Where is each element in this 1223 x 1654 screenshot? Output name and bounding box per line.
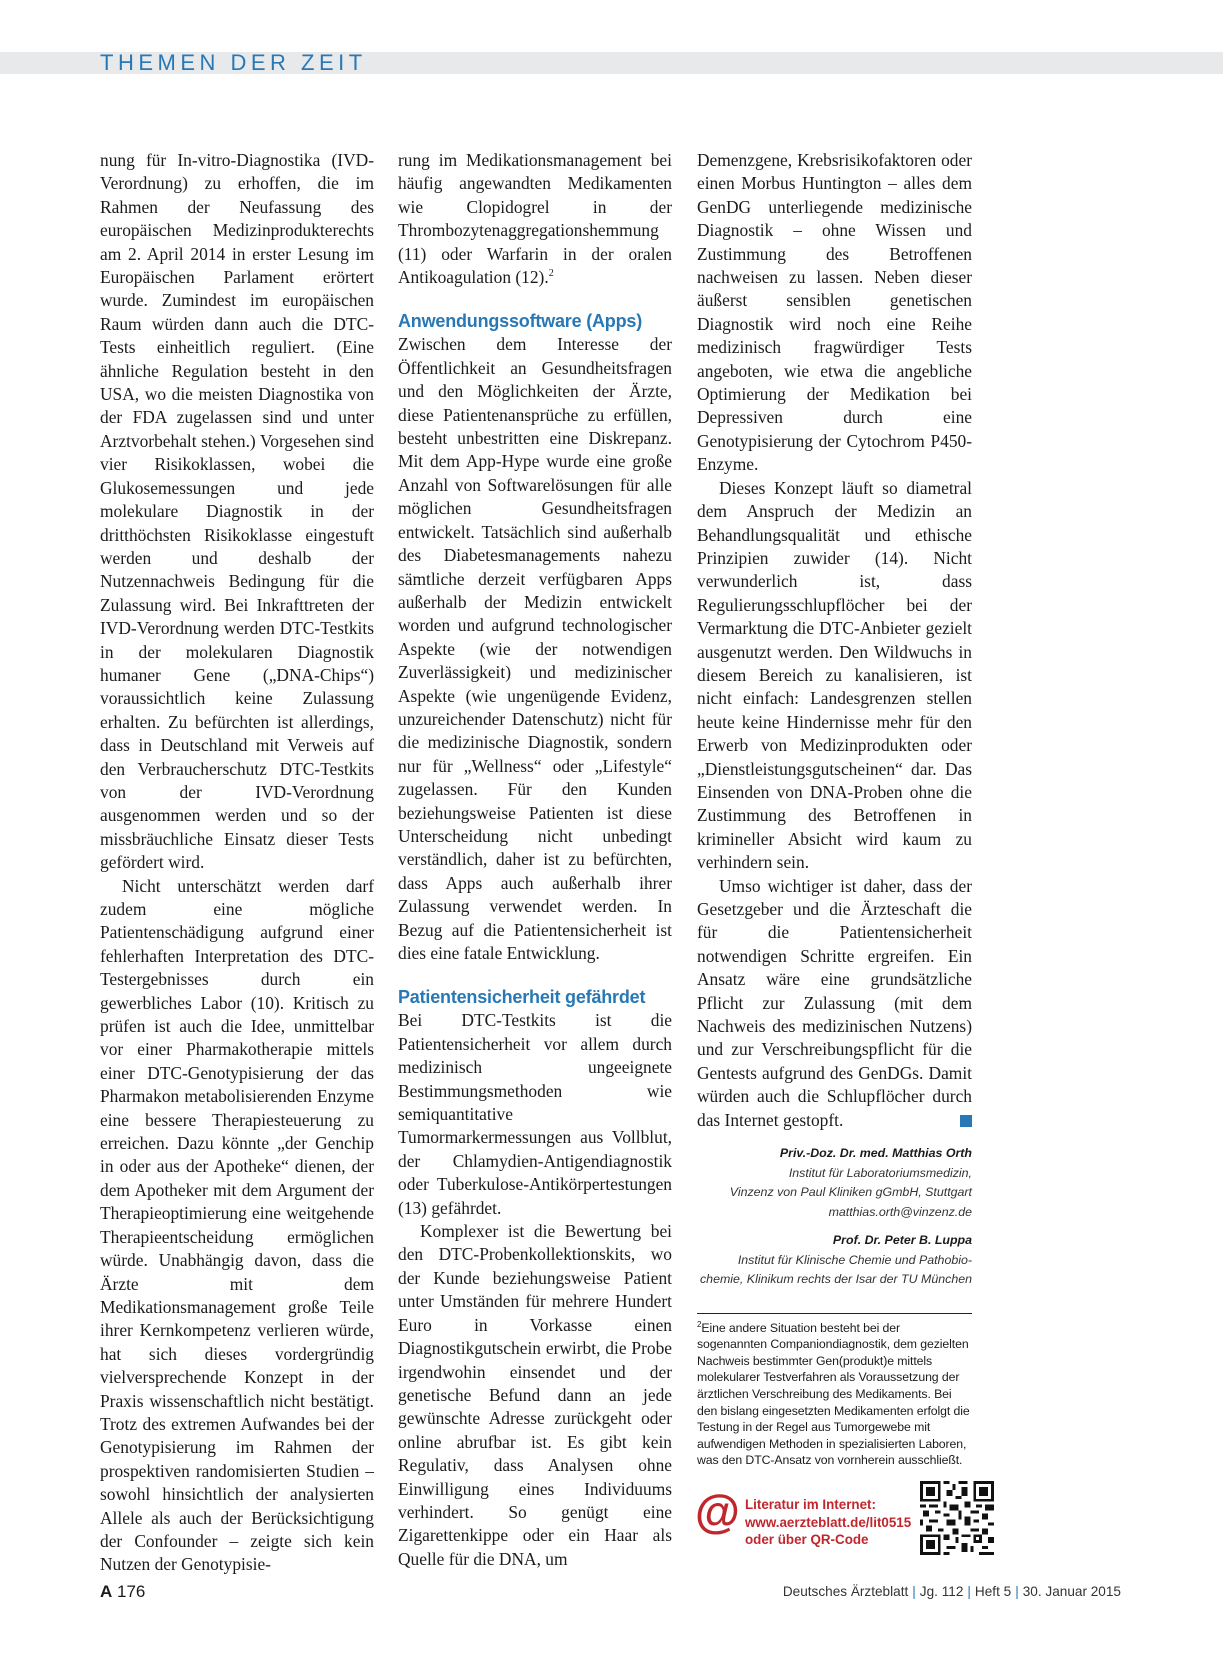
author-affiliation: Vinzenz von Paul Kliniken gGmbH, Stuttgart (729, 1185, 972, 1200)
paragraph: nung für In-vitro-Diagnostika (IVD-Verordnung) zu erhoffen, die im Rahmen der Neufassung des europäischen Medizinprodukterechts am 2. April 2014 in erster Lesung im Europäischen Parlament erörtert wurde. Zumindest im europäischen Raum würden dann auch die DTC-Tests einheitlich reguliert. (Eine ähnliche Regulation besteht in den USA, wo die meisten Diagnostika von der FDA zugelassen sind und unter Arztvorbehalt stehen.) Vorgesehen sind vier Risikoklassen, wobei die Glukosemessungen und jede molekulare Diagnostik in der dritthöchsten Risikoklasse eingestuft werden und deshalb der Nutzennachweis Bedingung für die Zulassung wird. Bei Inkrafttreten der IVD-Verordnung werden DTC-Testkits in der molekularen Diagnostik humaner Gene („DNA-Chips“) voraussichtlich keine Zulassung erhalten. Zu befürchten ist allerdings, dass in Deutschland mit Verweis auf den Verbraucherschutz DTC-Testkits von der IVD-Verordnung ausgenommen werden und so der missbräuchliche Einsatz dieser Tests gefördert wird. (100, 150, 374, 873)
paragraph: Komplexer ist die Bewertung bei den DTC-Probenkollektionskits, wo der Kunde beziehungsweise Patient unter Umständen für mehrere Hundert Euro in Vorkasse einen Diagnostikgutschein erwirbt, die Probe irgendwohin einsendet und der genetische Befund dann an jede gewünschte Adresse zurückgeht oder online abrufbar ist. Es gibt kein Regulativ, dass Analysen ohne Einwilligung eines Individuums verhindert. So genügt eine Zigarettenkippe oder ein Haar als Quelle für die DNA, um (398, 1221, 672, 1569)
section-label: THEMEN DER ZEIT (100, 50, 367, 75)
literature-text (745, 1496, 911, 1549)
footnote-reference[interactable]: 2 (548, 268, 554, 280)
journal-info: Deutsches Ärzteblatt | Jg. 112 | Heft 5 | 30. Januar 2015 (782, 1584, 1121, 1599)
paragraph: Nicht unterschätzt werden darf zudem eine mögliche Patientenschädigung aufgrund einer fehlerhaften Interpretation des DTC-Testergebnisses durch ein gewerbliches Labor (10). Kritisch zu prüfen ist auch die Idee, unmittelbar vor einer Pharmakotherapie mittels einer DTC-Genotypisierung der das Pharmakon metabolisierenden Enzyme eine bessere Therapiesteuerung zu erreichen. Dazu könnte „der Genchip in oder aus der Apotheke“ dienen, der dem Apotheker mit dem Argument der Therapieoptimierung eine weitgehende Therapieentscheidung ermöglichen würde. Unabhängig davon, dass die Ärzte mit dem Medikationsmanagement große Teile ihrer Kernkompetenz verlieren würde, hat sich dieses vordergründig vielversprechende Konzept in der Praxis wissenschaftlich nicht bestätigt. Trotz des extremen Aufwandes bei der Genotypisierung im Rahmen der prospektiven randomisierten Studien – sowohl hinsichtlich der analysierten Allele als auch der Berücksichtigung der Confounder – zeigte sich kein Nutzen der Genotypisie- (100, 875, 374, 1575)
text-column-3 (697, 149, 972, 1469)
footnote-marker: 2 (697, 1319, 702, 1329)
literature-link[interactable]: www.aerzteblatt.de/lit0515 (745, 1514, 912, 1530)
article-end-square-icon (960, 1115, 972, 1127)
page-footer (0, 1582, 1223, 1604)
paragraph: Bei DTC-Testkits ist die Patientensicherheit vor allem durch medizinisch ungeeignete Bestimmungsmethoden wie semiquantitative Tumormarkermessungen aus Vollblut, der Chlamydien-Antigendiagnostik oder Tuberkulose-Antikörpertestungen (13) gefährdet. (398, 1010, 672, 1218)
text-column-1 (100, 149, 374, 1577)
text-column-2 (398, 149, 672, 1571)
paragraph: Zwischen dem Interesse der Öffentlichkeit an Gesundheitsfragen und den Möglichkeiten der Ärzte, diese Patientenansprüche zu erfüllen, besteht unbestritten eine Diskrepanz. Mit dem App-Hype wurde eine große Anzahl von Softwarelösungen für alle möglichen Gesundheitsfragen entwickelt. Tatsächlich sind außerhalb des Diabetesmanagements nahezu sämtliche derzeit verfügbaren Apps außerhalb der Medizin entwickelt worden und aufgrund technologischer Aspekte (wie der notwendigen Zuverlässigkeit) und medizinischer Aspekte (wie ungenügende Evidenz, unzureichender Datenschutz) nicht für die medizinische Diagnostik, sondern nur für „Wellness“ oder „Lifestyle“ zugelassen. Für den Kunden beziehungsweise Patienten ist diese Unterscheidung nicht unbedingt verständlich, daher ist zu befürchten, dass Apps auch außerhalb ihrer Zulassung verwendet werden. In Bezug auf die Patientensicherheit ist dies eine fatale Entwicklung. (398, 334, 672, 963)
paragraph: Demenzgene, Krebsrisikofaktoren oder einen Morbus Huntington – alles dem GenDG unterliegende medizinische Diagnostik – ohne Wissen und Zustimmung des Betroffenen nachweisen zu lassen. Neben dieser äußerst sensiblen genetischen Diagnostik wird noch eine Reihe medizinisch fragwürdiger Tests angeboten, wie etwa die angebliche Optimierung der Medikation bei Depressiven durch eine Genotypisierung der Cytochrom P450-Enzyme. (697, 150, 972, 475)
footnote-text: Eine andere Situation besteht bei der sogenannten Companiondiagnostik, dem gezielten Nachweis bestimmter Gen(produkt)e mittels molekularer Testverfahren als Voraussetzung der ärztlichen Verschreibung des Medikaments. Bei den bislang eingesetzten Medikamenten erfolgt die Testung in der Regel aus Tumorgewebe mit aufwendigen Methoden in spezialisierten Laboren, was den DTC-Ansatz von vornherein ausschließt. (697, 1320, 970, 1468)
author-block (697, 1144, 972, 1290)
journal-date: 30. Januar 2015 (1022, 1584, 1121, 1599)
qr-code-icon[interactable] (920, 1481, 994, 1555)
author-affiliation: Institut für Klinische Chemie und Pathobio- (737, 1252, 972, 1267)
paragraph: Dieses Konzept läuft so diametral dem Anspruch der Medizin an Behandlungsqualität und ethische Prinzipien zuwider (14). Nicht verwunderlich ist, dass Regulierungsschlupflöcher bei der Vermarktung die DTC-Anbieter gezielt ausgenutzt werden. Den Wildwuchs in diesem Bereich zu kanalisieren, ist nicht einfach: Landesgrenzen stellen heute keine Hindernisse mehr für den Erwerb von Medizinprodukten oder „Dienstleistungsgutscheinen“ dar. Das Einsenden von DNA-Proben ohne die Zustimmung des Betroffenen in krimineller Absicht wird kaum zu verhindern sein. (697, 477, 972, 873)
paragraph (697, 875, 972, 1132)
section-heading-patient-safety: Patientensicherheit gefährdet (398, 987, 646, 1008)
page-number-value: 176 (117, 1582, 146, 1601)
literature-qr-hint: oder über QR-Code (745, 1532, 869, 1548)
literature-heading: Literatur im Internet: (745, 1497, 876, 1512)
section-heading-apps: Anwendungssoftware (Apps) (398, 311, 643, 332)
author-email[interactable]: matthias.orth@vinzenz.de (828, 1204, 972, 1219)
journal-volume: Jg. 112 (919, 1584, 964, 1599)
paragraph-text: rung im Medikationsmanagement bei häufig angewandten Medikamenten wie Clopidogrel in der Thrombozytenaggregationshemmung (11) oder Warfarin in der oralen Antikoagulation (12). (398, 150, 672, 288)
page-number (100, 1582, 145, 1602)
paragraph (398, 149, 672, 289)
author-affiliation: chemie, Klinikum rechts der Isar der TU München (699, 1272, 972, 1287)
footnote-divider (697, 1313, 972, 1314)
footnote (697, 1320, 972, 1469)
journal-issue: Heft 5 (974, 1584, 1012, 1599)
paragraph-text: Umso wichtiger ist daher, dass der Gesetzgeber und die Ärzteschaft die für die Patientensicherheit notwendigen Schritte ergreifen. Ein Ansatz wäre eine grundsätzliche Pflicht zur Zulassung (mit dem Nachweis des medizinischen Nutzens) und zur Verschreibungspflicht für die Gentests aufgrund des GenDGs. Damit würden auch die Schlupflöcher durch das Internet gestopft. (697, 875, 972, 1130)
page-prefix: A (100, 1582, 113, 1601)
author-name: Priv.-Doz. Dr. med. Matthias Orth (779, 1146, 972, 1161)
journal-name: Deutsches Ärzteblatt (782, 1584, 909, 1599)
author-name: Prof. Dr. Peter B. Luppa (832, 1233, 972, 1248)
at-sign-icon: @ (695, 1485, 740, 1537)
author-affiliation: Institut für Laboratoriumsmedizin, (788, 1165, 972, 1180)
